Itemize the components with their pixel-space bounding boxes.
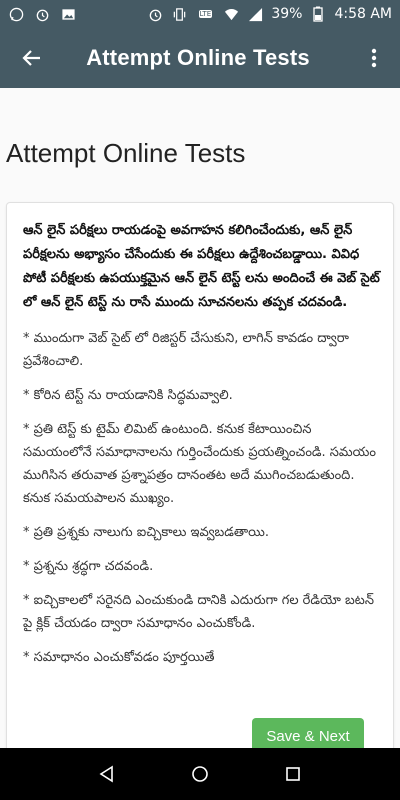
back-button[interactable] [12,38,52,78]
triangle-back-icon [98,765,116,783]
battery-icon [310,6,326,22]
content-area[interactable] [0,88,400,748]
alarm-icon [34,6,50,22]
arrow-left-icon [22,48,42,68]
lte-label: LTE [199,10,212,18]
volte-icon [195,6,215,22]
intro-text: ఆన్ లైన్ పరీక్షలు రాయడంపై అవగాహన కలిగించేందుకు, ఆన్ లైన్ పరీక్షలను అభ్యాసం చేసేందుకు ఈ పరీక్షలు ఉద్దేశించబడ్డాయి. వివిధ పోటీ పరీక్షలకు ఉపయుక్తమైన ఆన్ లైన్ టెస్ట్ లను అందించే ఈ వెబ్ సైట్ లో ఆన్ లైన్ టెస్ట్ ను రాసే ముందు సూచనలను తప్పక చదవండి. [23,223,380,310]
signal-icon [247,6,263,22]
page-heading: Attempt Online Tests [6,138,246,168]
save-next-button[interactable]: Save & Next [252,718,364,748]
instructions-card [6,202,394,748]
rule-item: * ప్రశ్నను శ్రద్ధగా చదవండి. [23,559,154,574]
notification-icons [8,6,76,22]
alarm-icon [147,6,163,22]
nav-home-button[interactable] [180,754,220,794]
rule-item: * ప్రతి టెస్ట్ కు టైమ్ లిమిట్ ఉంటుంది. కనుక కేటాయించిన సమయంలోనే సమాధానాలను గుర్తించేందుకు ప్రయత్నించండి. సమయం ముగిసిన తరువాత ప్రశ్నాపత్రం దానంతట అదే ముగించబడుతుంది. కనుక సమయపాలన ముఖ్యం. [23,422,376,506]
whatsapp-icon [8,6,24,22]
rule-item: * ఐచ్చికాలలో సరైనది ఎంచుకుండి దానికి ఎదురుగా గల రేడియో బటన్ పై క్లిక్ చేయడం ద్వారా సమాధానం ఎంచుకోండి. [23,593,374,631]
nav-recents-button[interactable] [273,754,313,794]
overflow-menu-button[interactable] [360,38,388,78]
clock: 4:58 AM [334,6,392,22]
more-vert-icon [371,48,377,68]
rule-item: * సమాధానం ఎంచుకోవడం పూర్తయితే [23,650,215,665]
vibrate-icon [171,6,187,22]
wifi-icon [223,6,239,22]
square-recents-icon [285,766,301,782]
rule-item: * ప్రతి ప్రశ్నకు నాలుగు ఐచ్చికాలు ఇవ్వబడతాయి. [23,525,269,540]
system-nav-bar [0,748,400,800]
circle-home-icon [191,765,209,783]
rule-item: * ముందుగా వెబ్ సైట్ లో రిజిస్టర్ చేసుకుని, లాగిన్ కావడం ద్వారా ప్రవేశించాలి. [23,331,349,369]
image-icon [60,6,76,22]
system-icons [147,6,392,22]
status-bar [0,0,400,28]
app-bar-title: Attempt Online Tests [86,45,310,70]
nav-back-button[interactable] [87,754,127,794]
rule-item: * కోరిన టెస్ట్ ను రాయడానికి సిద్ధమవ్వాలి. [23,388,233,403]
battery-percent: 39% [271,6,303,22]
app-bar [0,28,400,88]
